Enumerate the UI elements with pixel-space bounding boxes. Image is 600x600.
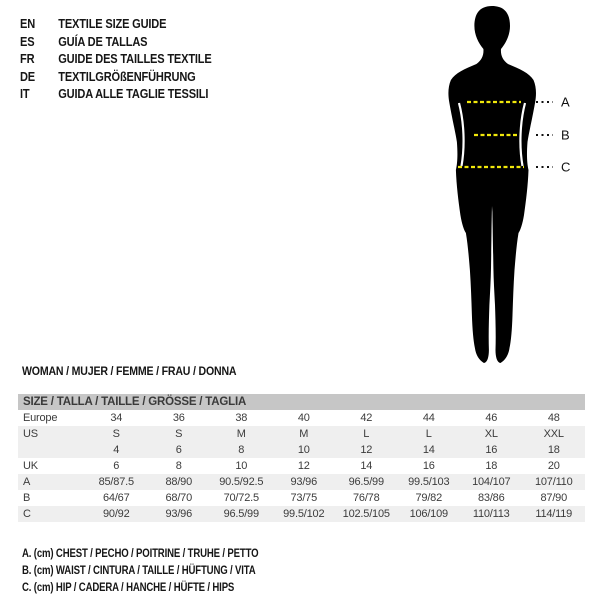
language-title: TEXTILE SIZE GUIDE [58,16,167,31]
size-cell: 102.5/105 [342,508,390,520]
size-cell: 70/72.5 [223,492,259,504]
size-cell: 99.5/102 [283,508,325,520]
size-cell: 6 [175,444,182,456]
legend-line-waist: B. (cm) WAIST / CINTURA / TAILLE / HÜFTUNG / VITA [22,563,256,577]
size-cell: 110/113 [472,508,510,520]
size-cell: 12 [297,460,310,472]
language-code: FR [20,51,35,66]
row-label: UK [23,460,38,472]
size-cell: XL [484,428,498,440]
size-cell: 76/78 [352,492,380,504]
size-cell: 10 [235,460,248,472]
size-cell: S [175,428,183,440]
size-cell: S [112,428,120,440]
size-cell: 85/87.5 [98,476,134,488]
hip-label: C [561,159,571,175]
size-cell: 96.5/99 [348,476,384,488]
size-cell: 93/96 [165,508,193,520]
size-cell: 36 [172,412,185,424]
language-code: ES [20,33,35,49]
size-cell: 44 [422,412,435,424]
size-cell: 14 [422,444,435,456]
size-cell: M [236,428,246,440]
language-list [20,15,212,103]
size-cell: 10 [297,444,310,456]
row-label: B [23,492,31,504]
size-cell: 18 [485,460,498,472]
figure-panel [430,0,590,370]
size-cell: L [425,428,432,440]
size-cell: 99.5/103 [408,476,450,488]
size-cell: 48 [547,412,560,424]
language-title: GUIDA ALLE TAGLIE TESSILI [58,86,209,101]
table-row-europe [18,410,585,426]
size-cell: 68/70 [165,492,193,504]
language-title: GUIDE DES TAILLES TEXTILE [58,51,212,66]
size-cell: 8 [238,444,245,456]
woman-silhouette [430,0,590,370]
size-cell: 114/119 [535,508,573,520]
language-title: GUÍA DE TALLAS [58,33,148,49]
size-cell: 106/109 [409,508,448,520]
chest-label: A [561,94,570,110]
size-cell: 6 [113,460,120,472]
language-code: IT [20,86,30,101]
size-cell: 38 [235,412,248,424]
row-label: A [23,476,31,488]
size-cell: XXL [543,428,564,440]
size-cell: 12 [360,444,373,456]
waist-label: B [561,127,570,143]
size-cell: 104/107 [472,476,511,488]
size-cell: 20 [547,460,560,472]
size-cell: 8 [175,460,182,472]
size-cell: M [299,428,309,440]
table-header-row [18,394,585,410]
measurement-legend [22,545,258,596]
size-cell: 46 [485,412,498,424]
size-cell: 107/110 [534,476,573,488]
size-cell: 18 [547,444,560,456]
size-cell: 4 [113,444,120,456]
size-cell: 90.5/92.5 [219,476,264,488]
size-cell: 90/92 [102,508,130,520]
size-cell: L [363,428,370,440]
size-cell: 40 [297,412,310,424]
size-cell: 83/86 [477,492,505,504]
size-cell: 64/67 [102,492,130,504]
size-table [18,394,585,522]
table-row-hip [18,506,585,522]
legend-line-hip: C. (cm) HIP / CADERA / HANCHE / HÜFTE / HIPS [22,580,235,594]
size-cell: 73/75 [290,492,318,504]
table-row-chest [18,474,585,490]
language-code: DE [20,68,36,84]
size-cell: 88/90 [165,476,193,488]
row-label: Europe [23,412,58,424]
size-cell: 16 [485,444,498,456]
size-cell: 96.5/99 [223,508,259,520]
size-cell: 93/96 [290,476,318,488]
table-row-waist [18,490,585,506]
section-title: WOMAN / MUJER / FEMME / FRAU / DONNA [22,366,237,378]
row-label: US [23,428,38,440]
legend-line-chest: A. (cm) CHEST / PECHO / POITRINE / TRUHE / PETTO [22,546,259,560]
size-cell: 79/82 [415,492,443,504]
size-cell: 16 [422,460,435,472]
language-code: EN [20,16,36,31]
row-label [18,442,85,458]
size-cell: 14 [360,460,373,472]
size-cell: 34 [110,412,123,424]
table-row-us-numbers [18,442,585,458]
size-cell: 87/90 [540,492,568,504]
silhouette-body [448,6,536,363]
table-row-us-letters [18,426,585,442]
size-table-header: SIZE / TALLA / TAILLE / GRÖSSE / TAGLIA [18,394,585,410]
size-cell: 42 [360,412,373,424]
table-row-uk [18,458,585,474]
row-label: C [23,508,31,520]
language-title: TEXTILGRÖßENFÜHRUNG [58,68,196,84]
